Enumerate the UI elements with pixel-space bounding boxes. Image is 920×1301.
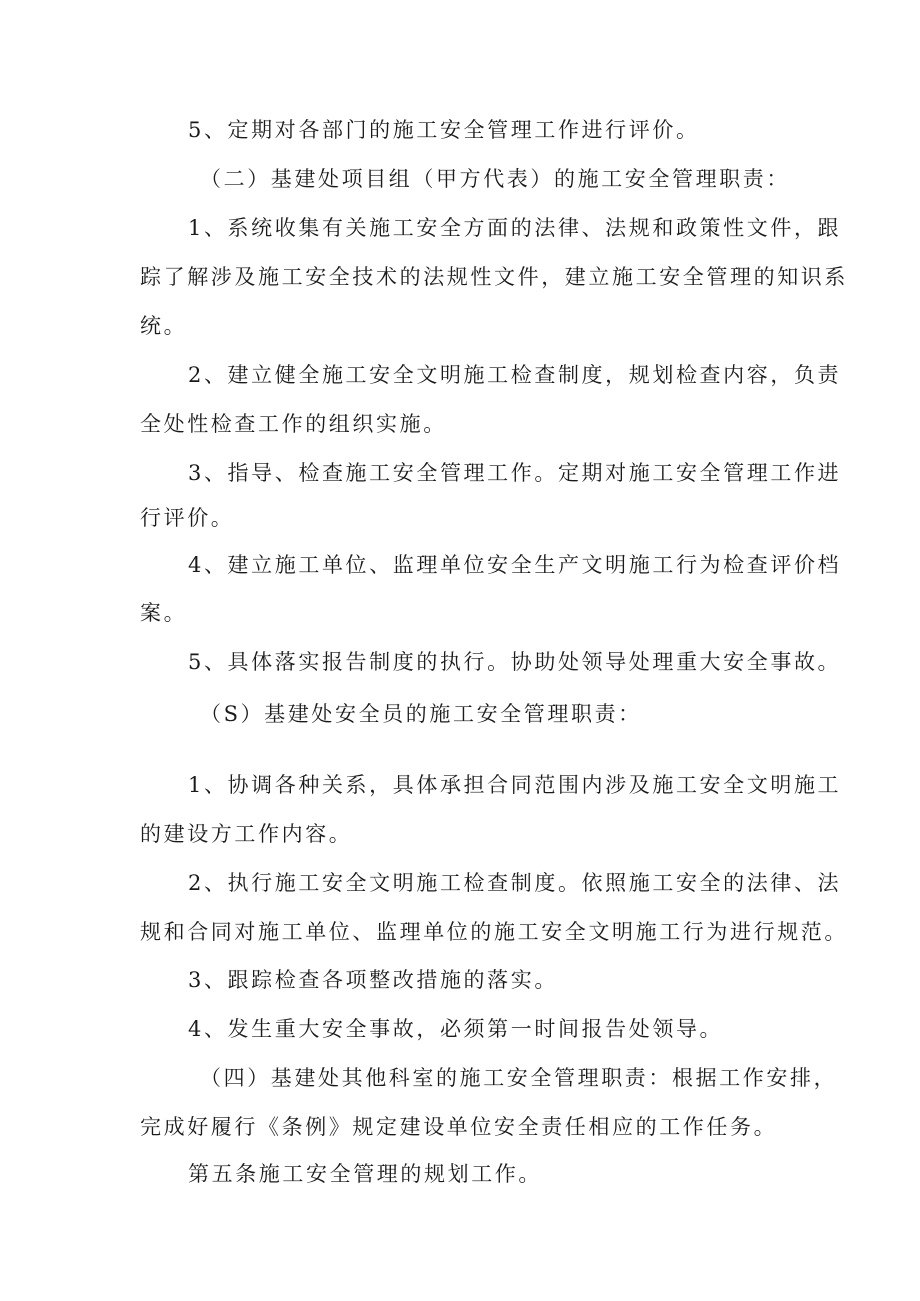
section-heading: （二）基建处项目组（甲方代表）的施工安全管理职责： (200, 167, 790, 191)
paragraph-line: 统。 (140, 314, 188, 338)
paragraph-line: 2、建立健全施工安全文明施工检查制度，规划检查内容，负责 (188, 363, 842, 387)
paragraph-line: 踪了解涉及施工安全技术的法规性文件，建立施工安全管理的知识系 (140, 265, 848, 289)
paragraph-line: 行评价。 (140, 506, 235, 530)
paragraph-line: 案。 (140, 601, 188, 625)
paragraph-line: 3、跟踪检查各项整改措施的落实。 (188, 968, 558, 992)
paragraph-line: 1、系统收集有关施工安全方面的法律、法规和政策性文件，跟 (188, 216, 842, 240)
paragraph-line: 全处性检查工作的组织实施。 (140, 412, 447, 436)
paragraph-line: 完成好履行《条例》规定建设单位安全责任相应的工作任务。 (140, 1115, 778, 1139)
paragraph-line: 2、执行施工安全文明施工检查制度。依照施工安全的法律、法 (188, 871, 842, 895)
paragraph-line: 1、协调各种关系，具体承担合同范围内涉及施工安全文明施工 (188, 773, 842, 797)
article-heading: 第五条施工安全管理的规划工作。 (188, 1162, 542, 1186)
paragraph-line: 4、建立施工单位、监理单位安全生产文明施工行为检查评价档 (188, 553, 842, 577)
paragraph-line: 5、具体落实报告制度的执行。协助处领导处理重大安全事故。 (188, 650, 842, 674)
paragraph-line: 的建设方工作内容。 (140, 822, 353, 846)
section-heading: （四）基建处其他科室的施工安全管理职责：根据工作安排， (200, 1066, 838, 1090)
section-heading: （S）基建处安全员的施工安全管理职责： (200, 702, 642, 726)
paragraph-line: 4、发生重大安全事故，必须第一时间报告处领导。 (188, 1017, 724, 1041)
paragraph-line: 规和合同对施工单位、监理单位的施工安全文明施工行为进行规范。 (140, 920, 848, 944)
paragraph-line: 3、指导、检查施工安全管理工作。定期对施工安全管理工作进 (188, 461, 842, 485)
paragraph-line: 5、定期对各部门的施工安全管理工作进行评价。 (188, 118, 700, 142)
